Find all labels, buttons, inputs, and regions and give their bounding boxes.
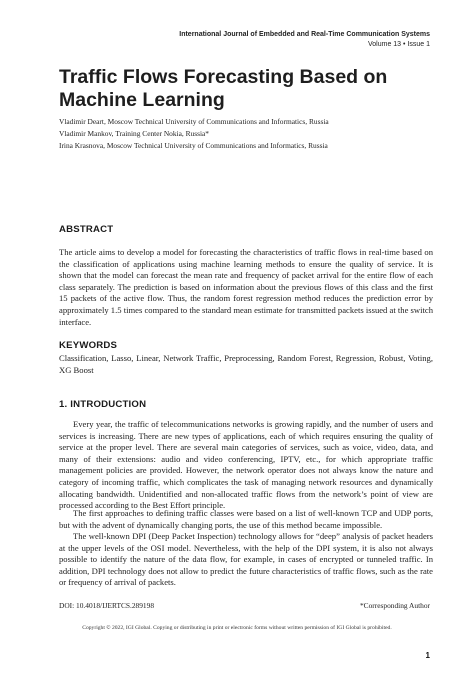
author-line: Vladimir Mankov, Training Center Nokia, Russia* [59,129,209,138]
abstract-text: The article aims to develop a model for forecasting the characteristics of traffic flows in real-time based on the classification of applications using machine learning methods to ensure the quality of service. It is shown that the model can forecast the mean rate and frequency of packet arrival for the entire flow of each class separately. The prediction is based on information about the previous flows of this class and the first 15 packets of the active flow. Thus, the random forest regression method reduces the prediction error by approximately 1.5 times compared to the standard mean estimate for transmitted packets issued at the switch interface. [59,247,433,327]
journal-header [179,30,430,50]
introduction-heading: 1. INTRODUCTION [59,399,147,410]
intro-paragraph: Every year, the traffic of telecommunications networks is growing rapidly, and the number of users and services is increasing. There are new types of applications, each of which requires ensuring the quality of service at the proper level. There are several main categories of services, such as voice, video, data, and many of their extensions: audio and video conferencing, IPTV, etc., for which appropriate traffic management policies are provided. However, the network operator does not always know the nature and category of incoming traffic, which complicates the task of managing network resources and dynamically allocating bandwidth. Unidentified and non-allocated traffic flows from the network’s point of view are processed according to the Best Effort principle. [59,419,433,511]
journal-name: International Journal of Embedded and Real-Time Communication Systems [179,31,430,38]
author-line: Vladimir Deart, Moscow Technical University of Communications and Informatics, Russia [59,117,329,126]
journal-issue: Volume 13 • Issue 1 [368,41,430,48]
keywords-heading: KEYWORDS [59,340,118,351]
author-line: Irina Krasnova, Moscow Technical University of Communications and Informatics, Russia [59,141,328,150]
page-number: 1 [425,651,430,660]
paper-title: Traffic Flows Forecasting Based on Machine Learning [59,66,388,111]
abstract-heading: ABSTRACT [59,224,114,235]
corresponding-author-note: *Corresponding Author [359,601,430,610]
doi-text: DOI: 10.4018/IJERTCS.289198 [59,601,155,610]
intro-paragraph: The well-known DPI (Deep Packet Inspection) technology allows for “deep” analysis of packet headers at the upper levels of the OSI model. Nevertheless, with the help of the DPI system, it is also not always possible to identify the nature of the data flow, for example, in cases of encrypted or tunneled traffic. In addition, DPI technology does not allow to predict the future characteristics of traffic flows, such as the rate or frequency of arrival of packets. [59,531,433,588]
author-list [59,116,429,152]
copyright-notice: Copyright © 2022, IGI Global. Copying or distributing in print or electronic forms without written permission of IGI Global is prohibited. [82,625,392,631]
intro-paragraph: The first approaches to defining traffic classes were based on a list of well-known TCP and UDP ports, but with the advent of dynamically changing ports, the use of this method became impossible. [59,508,433,530]
keywords-text: Classification, Lasso, Linear, Network Traffic, Preprocessing, Random Forest, Regression, Robust, Voting, XG Boost [59,353,433,375]
